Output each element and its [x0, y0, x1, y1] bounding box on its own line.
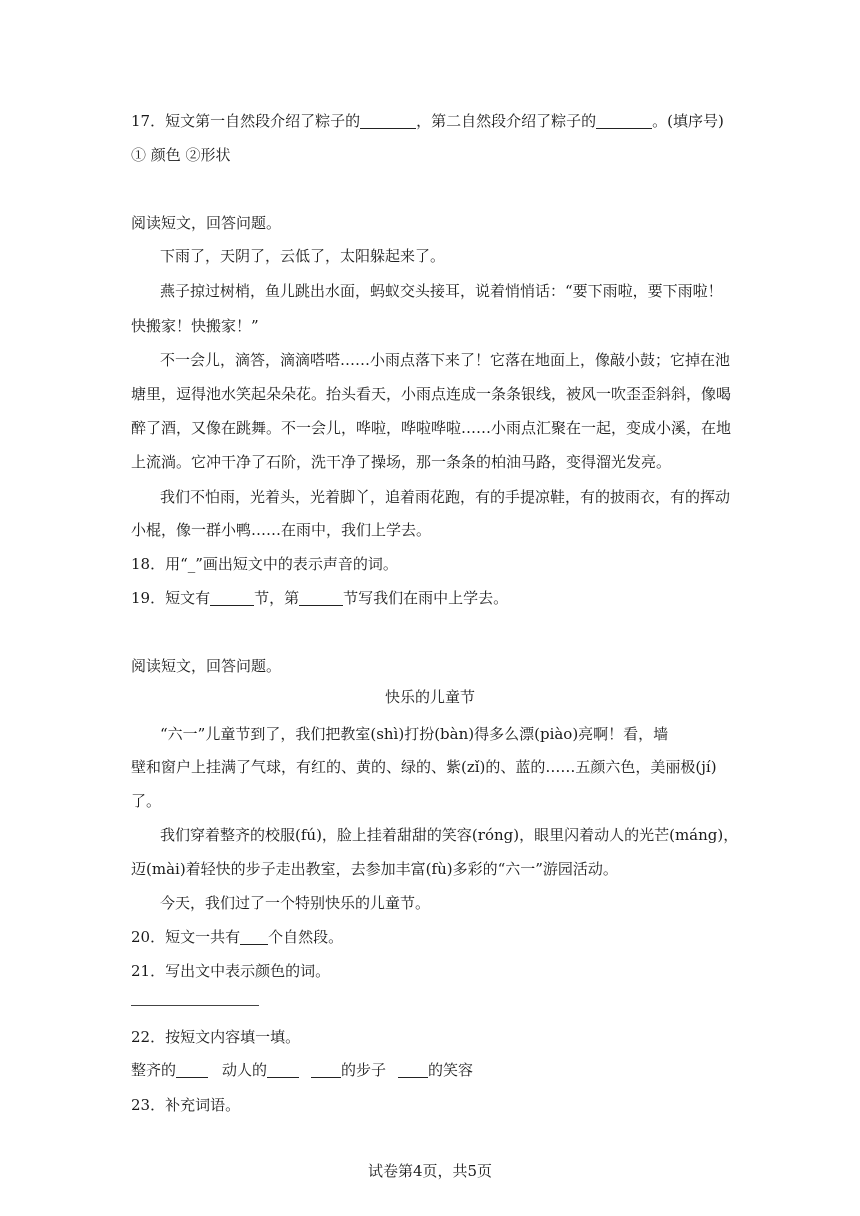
answer-blank[interactable] — [240, 929, 268, 945]
question-number: 22． — [131, 1028, 166, 1046]
passage-2-line: 壁和窗户上挂满了气球，有红的、黄的、绿的、紫(zǐ)的、蓝的……五颜六色，美丽极(jí) — [131, 758, 717, 776]
passage-2-line: “六一”儿童节到了，我们把教室(shì)打扮(bàn)得多么漂(piào)亮啊！看，墙 — [160, 725, 669, 743]
answer-blank[interactable] — [360, 113, 416, 129]
question-23: 23．补充词语。 — [131, 1096, 241, 1114]
passage-1-intro: 阅读短文，回答问题。 — [131, 214, 282, 232]
question-number: 19． — [131, 589, 166, 607]
question-21: 21．写出文中表示颜色的词。 — [131, 962, 331, 980]
passage-2-line: 我们穿着整齐的校服(fú)，脸上挂着甜甜的笑容(róng)，眼里闪着动人的光芒(máng)， — [160, 826, 739, 844]
passage-1-line: 上流淌。它冲干净了石阶，洗干净了操场，那一条条的柏油马路，变得溜光发亮。 — [131, 453, 672, 471]
passage-1-line: 快搬家！快搬家！” — [131, 317, 259, 335]
passage-2-line: 今天，我们过了一个特别快乐的儿童节。 — [160, 894, 431, 912]
answer-blank[interactable] — [299, 590, 343, 606]
passage-1-line: 不一会儿，滴答，滴滴嗒嗒……小雨点落下来了！它落在地面上，像敲小鼓；它掉在池 — [160, 351, 731, 369]
passage-1-line: 我们不怕雨，光着头，光着脚丫，追着雨花跑，有的手提凉鞋，有的披雨衣，有的挥动 — [160, 488, 731, 506]
question-number: 18． — [131, 555, 166, 573]
answer-line[interactable] — [131, 1005, 259, 1006]
answer-blank[interactable] — [176, 1062, 208, 1078]
passage-1-line: 塘里，逗得池水笑起朵朵花。抬头看天，小雨点连成一条条银线，被风一吹歪歪斜斜，像喝 — [131, 385, 732, 403]
question-17-options: ① 颜色 ②形状 — [131, 146, 231, 164]
answer-blank[interactable] — [267, 1062, 299, 1078]
answer-blank[interactable] — [210, 590, 254, 606]
passage-2-title: 快乐的儿童节 — [384, 688, 475, 706]
passage-2-line: 迈(mài)着轻快的步子走出教室，去参加丰富(fù)多彩的“六一”游园活动。 — [131, 860, 618, 878]
question-22: 22．按短文内容填一填。 — [131, 1028, 301, 1046]
passage-1-line: 下雨了，天阴了，云低了，太阳躲起来了。 — [160, 247, 446, 265]
passage-1-line: 小棍，像一群小鸭……在雨中，我们上学去。 — [131, 521, 432, 539]
question-17: 17．短文第一自然段介绍了粽子的 ，第二自然段介绍了粽子的 。(填序号) — [131, 112, 724, 130]
answer-blank[interactable] — [311, 1062, 341, 1078]
passage-1-line: 燕子掠过树梢，鱼儿跳出水面，蚂蚁交头接耳，说着悄悄话：“要下雨啦，要下雨啦！ — [160, 282, 723, 300]
question-number: 17． — [131, 112, 166, 130]
answer-blank[interactable] — [398, 1062, 428, 1078]
passage-1-line: 醉了酒，又像在跳舞。不一会儿，哗啦，哗啦哗啦……小雨点汇聚在一起，变成小溪，在地 — [131, 419, 732, 437]
question-number: 20． — [131, 928, 166, 946]
question-number: 21． — [131, 962, 166, 980]
passage-2-line: 了。 — [131, 792, 162, 810]
question-19: 19．短文有 节，第 节写我们在雨中上学去。 — [131, 589, 509, 607]
question-22-blanks: 整齐的 动人的 的步子 的笑容 — [131, 1061, 474, 1079]
passage-2-intro: 阅读短文，回答问题。 — [131, 657, 282, 675]
question-18: 18．用“_”画出短文中的表示声音的词。 — [131, 555, 398, 573]
question-number: 23． — [131, 1096, 166, 1114]
question-20: 20．短文一共有 个自然段。 — [131, 928, 344, 946]
page-footer: 试卷第4页，共5页 — [367, 1162, 493, 1180]
answer-blank[interactable] — [596, 113, 652, 129]
